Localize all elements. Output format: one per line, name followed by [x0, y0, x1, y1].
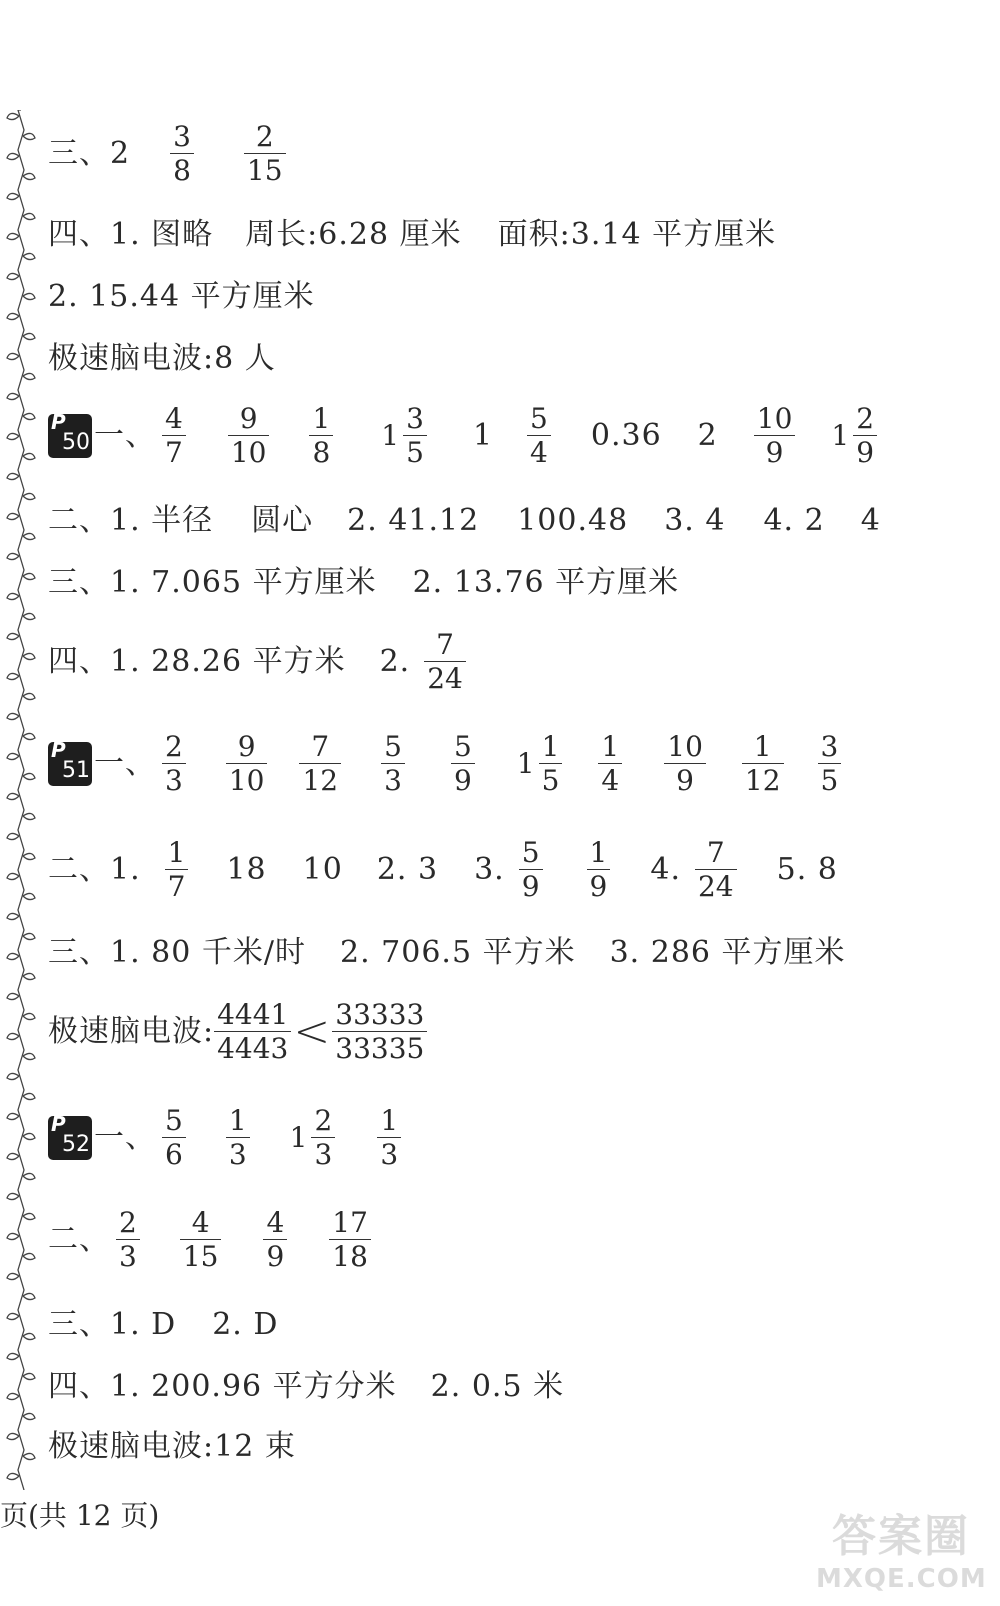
fraction: $\frac{5}{4}$: [527, 404, 551, 468]
text: 100.48: [517, 503, 629, 538]
text: 2. 15.44 平方厘米: [48, 279, 315, 314]
watermark-logo-text: 答案圈: [832, 1511, 970, 1562]
fraction: $\frac{1}{4}$: [598, 732, 622, 796]
whole-number: 1: [381, 418, 400, 452]
fraction: $\frac{3}{5}$: [403, 404, 427, 468]
fraction: $\frac{1}{7}$: [165, 838, 189, 902]
page-badge-p50: P 50: [48, 414, 92, 458]
fraction: $\frac{5}{9}$: [451, 732, 475, 796]
fraction: $\frac{7}{24}$: [424, 630, 466, 694]
answer-line-section3-top: [48, 122, 308, 186]
page-badge-p51: P 51: [48, 742, 92, 786]
fraction: $\frac{2}{3}$: [311, 1106, 335, 1170]
page-52-section1: [48, 1106, 423, 1170]
whole-number: 1: [289, 1120, 308, 1154]
text: 三、1. 7.065 平方厘米: [48, 565, 377, 600]
fraction: $\frac{1}{8}$: [309, 404, 333, 468]
whole-number: 1: [831, 418, 850, 452]
answer-line-section2-p52: [48, 1208, 393, 1272]
text: 二、: [48, 1221, 110, 1257]
fraction: $\frac{1}{5}$: [539, 732, 563, 796]
text: 一、: [94, 417, 156, 453]
answer-line-section3: [48, 565, 680, 600]
fraction: $\frac{5}{9}$: [519, 838, 543, 902]
text: 2. D: [212, 1307, 279, 1342]
text: 四、1. 图略: [48, 217, 214, 252]
fraction: $\frac{4}{15}$: [180, 1208, 222, 1272]
text: 4. 2: [763, 503, 825, 538]
fraction: $\frac{4}{7}$: [162, 404, 186, 468]
answer-line-section2-p51: [48, 838, 838, 902]
text: 四、1. 28.26 平方米: [48, 643, 346, 679]
text: 4.: [650, 851, 681, 887]
answer-line-section4-top: [48, 217, 777, 252]
fraction: $\frac{1}{3}$: [377, 1106, 401, 1170]
answer-line-section2: [48, 503, 881, 538]
text: 三、1. D: [48, 1307, 177, 1342]
text: 周长:6.28 厘米: [245, 217, 462, 252]
text: 极速脑电波:: [48, 1013, 215, 1049]
text: 2. 706.5 平方米: [339, 935, 576, 970]
text: 4: [860, 503, 881, 538]
fraction: $\frac{2}{15}$: [244, 122, 286, 186]
fraction: $\frac{4}{9}$: [263, 1208, 287, 1272]
text: 5. 8: [776, 851, 838, 887]
text: 极速脑电波:8 人: [48, 341, 276, 376]
text: 0.36: [590, 417, 662, 453]
text: 2.: [379, 643, 411, 679]
fraction: $\frac{10}{9}$: [664, 732, 706, 796]
page-51-section1: [48, 732, 863, 796]
fraction: $\frac{10}{9}$: [754, 404, 796, 468]
answer-line-section4: [48, 630, 488, 694]
fraction: $\frac{9}{10}$: [226, 732, 268, 796]
fraction: $\frac{1}{9}$: [587, 838, 611, 902]
fraction: $\frac{3}{8}$: [170, 122, 194, 186]
fraction: $\frac{33333}{33335}$: [332, 1000, 427, 1064]
text: 10: [302, 851, 343, 887]
text: 1: [472, 417, 494, 453]
text: 四、1. 200.96 平方分米: [48, 1369, 397, 1404]
page-footer: 页(共 12 页): [0, 1499, 160, 1532]
text: 圆心: [251, 503, 314, 538]
text: 18: [226, 851, 267, 887]
text: 一、: [94, 745, 156, 781]
fraction: $\frac{7}{12}$: [299, 732, 341, 796]
text: 2. 41.12: [347, 503, 480, 538]
watermark-url: MXQE.COM: [816, 1564, 987, 1594]
text: 面积:3.14 平方厘米: [497, 217, 777, 252]
text: 2: [697, 417, 718, 453]
fraction: $\frac{2}{3}$: [162, 732, 186, 796]
answer-line-section4-p52: [48, 1369, 565, 1404]
page-50-section1: [48, 404, 883, 468]
text: 3. 4: [664, 503, 726, 538]
text: 二、1. 半径: [48, 503, 214, 538]
text: 2. 13.76 平方厘米: [412, 565, 680, 600]
less-than-sign: <: [293, 1005, 331, 1057]
text: 三、2: [48, 135, 131, 171]
page-badge-p52: P 52: [48, 1116, 92, 1160]
fraction: $\frac{17}{18}$: [329, 1208, 371, 1272]
answer-line-section3-p51: [48, 935, 846, 970]
watermark-logo: [816, 1500, 986, 1600]
fraction: $\frac{5}{3}$: [381, 732, 405, 796]
fraction: $\frac{7}{24}$: [695, 838, 737, 902]
text: 极速脑电波:12 束: [48, 1429, 296, 1464]
fraction: $\frac{2}{9}$: [853, 404, 877, 468]
fraction: $\frac{9}{10}$: [228, 404, 270, 468]
text: 2. 3: [376, 851, 439, 887]
fraction: $\frac{3}{5}$: [818, 732, 842, 796]
fraction: $\frac{2}{3}$: [116, 1208, 140, 1272]
text: 2. 0.5 米: [430, 1369, 565, 1404]
text: 二、1.: [48, 851, 141, 887]
answer-line-section3-p52: [48, 1307, 279, 1342]
text: 3. 286 平方厘米: [609, 935, 846, 970]
fraction: $\frac{1}{3}$: [226, 1106, 250, 1170]
brainwave-answer: [48, 341, 276, 376]
brainwave-answer-p51: [48, 1000, 427, 1064]
answer-line: [48, 279, 315, 314]
text: 一、: [94, 1119, 156, 1155]
text: 三、1. 80 千米/时: [48, 935, 306, 970]
brainwave-answer-p52: [48, 1429, 296, 1464]
vine-border-decoration: [4, 110, 38, 1490]
fraction: $\frac{4441}{4443}$: [214, 1000, 291, 1064]
text: 3.: [474, 851, 505, 887]
fraction: $\frac{1}{12}$: [742, 732, 784, 796]
whole-number: 1: [516, 746, 535, 780]
fraction: $\frac{5}{6}$: [162, 1106, 186, 1170]
